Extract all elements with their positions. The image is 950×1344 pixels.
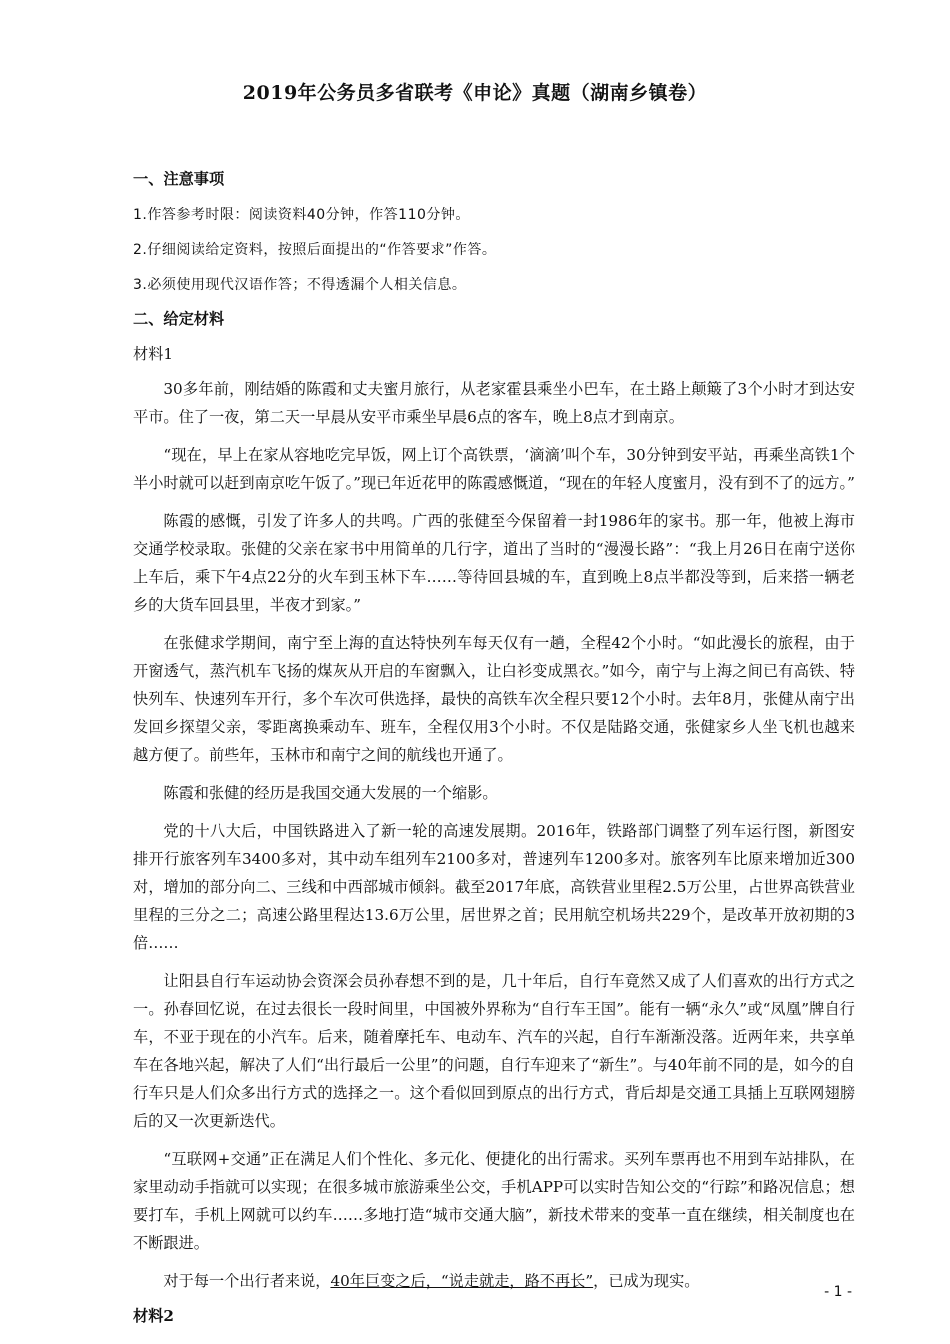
closing-suffix: ，已成为现实。 [593,1272,700,1290]
closing-prefix: 对于每一个出行者来说， [163,1272,331,1290]
section-heading-notes: 一、注意事项 [133,170,225,188]
paragraph: 党的十八大后，中国铁路进入了新一轮的高速发展期。2016年，铁路部门调整了列车运行图，新图安排开行旅客列车3400多对，其中动车组列车2100多对，普速列车1200多对。旅客列车比原来增加近300对，增加的部分向二、三线和中西部城市倾斜。截至2017年底，高铁营业里程2.5万公里，占世界高铁营业里程的三分之二；高速公路里程达13.6万公里，居世界之首；民用航空机场共229个，是改革开放初期的3倍…… [133,822,855,952]
document-title: 2019年公务员多省联考《申论》真题（湖南乡镇卷） [242,82,708,104]
material-1-label: 材料1 [133,345,174,363]
section-heading-materials: 二、给定材料 [133,310,225,328]
note-item: 2.仔细阅读给定资料，按照后面提出的“作答要求”作答。 [133,242,497,258]
paragraph: 陈霞和张健的经历是我国交通大发展的一个缩影。 [163,784,498,802]
paragraph: 30多年前，刚结婚的陈霞和丈夫蜜月旅行，从老家霍县乘坐小巴车，在土路上颠簸了3个小时才到达安平市。住了一夜，第二天一早晨从安平市乘坐早晨6点的客车，晚上8点才到南京。 [133,380,855,426]
material-2-label: 材料2 [133,1307,174,1325]
page-number: - 1 - [824,1284,852,1300]
paragraph: 陈霞的感慨，引发了许多人的共鸣。广西的张健至今保留着一封1986年的家书。那一年，他被上海市交通学校录取。张健的父亲在家书中用简单的几行字，道出了当时的“漫漫长路”：“我上月26日在南宁送你上车后，乘下午4点22分的火车到玉林下车……等待回县城的车，直到晚上8点半都没等到，后来搭一辆老乡的大货车回县里，半夜才到家。” [133,512,855,614]
closing-paragraph [133,1267,855,1295]
paragraph: “现在，早上在家从容地吃完早饭，网上订个高铁票，‘滴滴’叫个车，30分钟到安平站，再乘坐高铁1个半小时就可以赶到南京吃午饭了。”现已年近花甲的陈霞感慨道，“现在的年轻人度蜜月，没有到不了的远方。” [133,446,855,492]
note-item: 1.作答参考时限：阅读资料40分钟，作答110分钟。 [133,207,470,223]
paragraph: 让阳县自行车运动协会资深会员孙春想不到的是，几十年后，自行车竟然又成了人们喜欢的出行方式之一。孙春回忆说，在过去很长一段时间里，中国被外界称为“自行车王国”。能有一辆“永久”或“凤凰”牌自行车，不亚于现在的小汽车。后来，随着摩托车、电动车、汽车的兴起，自行车渐渐没落。近两年来，共享单车在各地兴起，解决了人们“出行最后一公里”的问题，自行车迎来了“新生”。与40年前不同的是，如今的自行车只是人们众多出行方式的选择之一。这个看似回到原点的出行方式，背后却是交通工具插上互联网翅膀后的又一次更新迭代。 [133,972,855,1130]
document-body [133,168,855,1340]
paragraph: 在张健求学期间，南宁至上海的直达特快列车每天仅有一趟，全程42个小时。“如此漫长的旅程，由于开窗透气，蒸汽机车飞扬的煤灰从开启的车窗飘入，让白衫变成黑衣。”如今，南宁与上海之间已有高铁、特快列车、快速列车开行，多个车次可供选择，最快的高铁车次全程只要12个小时。去年8月，张健从南宁出发回乡探望父亲，零距离换乘动车、班车，全程仅用3个小时。不仅是陆路交通，张健家乡人坐飞机也越来越方便了。前些年，玉林市和南宁之间的航线也开通了。 [133,634,855,764]
underlined-phrase: 40年巨变之后，“说走就走，路不再长” [330,1272,594,1290]
paragraph: “互联网+交通”正在满足人们个性化、多元化、便捷化的出行需求。买列车票再也不用到车站排队，在家里动动手指就可以实现；在很多城市旅游乘坐公交，手机APP可以实时告知公交的“行踪”和路况信息；想要打车，手机上网就可以约车……多地打造“城市交通大脑”，新技术带来的变革一直在继续，相关制度也在不断跟进。 [133,1150,855,1252]
note-item: 3.必须使用现代汉语作答；不得透漏个人相关信息。 [133,277,467,293]
